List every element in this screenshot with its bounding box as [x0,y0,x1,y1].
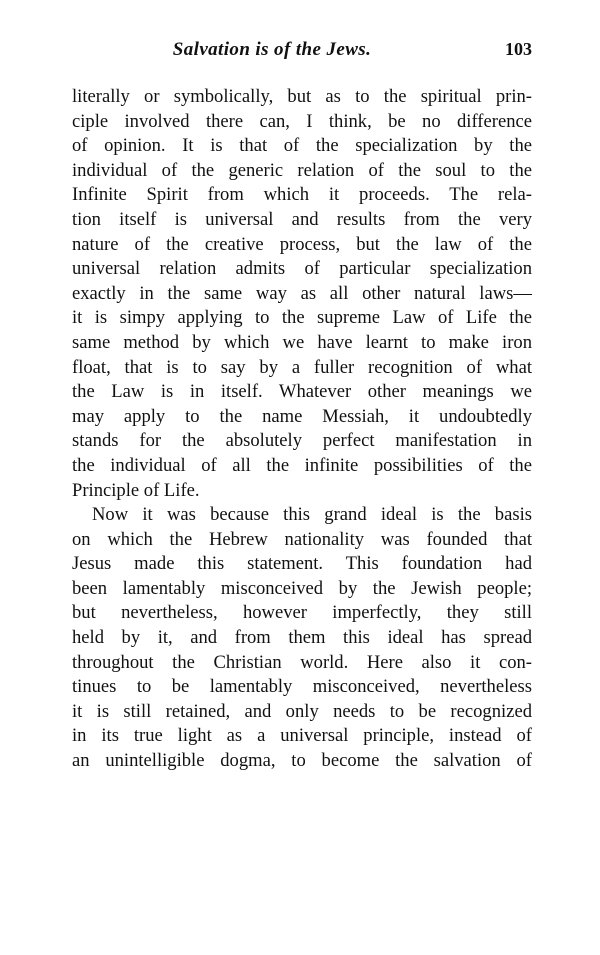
text-line: Jesus made this statement. This foundation had [72,553,532,575]
text-line: universal relation admits of particular specialization [72,258,532,280]
text-line: in its true light as a universal principle, instead of [72,725,532,747]
text-line: Infinite Spirit from which it proceeds. The rela- [72,184,532,206]
text-line: it is simpy applying to the supreme Law of Life the [72,307,532,329]
text-line: throughout the Christian world. Here also it con- [72,651,532,673]
text-line: the Law is in itself. Whatever other meanings we [72,381,532,403]
text-line: ciple involved there can, I think, be no difference [72,110,532,132]
text-line: may apply to the name Messiah, it undoubtedly [72,405,532,427]
text-line: same method by which we have learnt to make iron [72,331,532,353]
text-line: the individual of all the infinite possibilities of the [72,454,532,476]
text-line: held by it, and from them this ideal has spread [72,627,532,649]
text-line: of opinion. It is that of the specialization by the [72,135,532,157]
text-line: nature of the creative process, but the law of the [72,233,532,255]
text-line: it is still retained, and only needs to be recognized [72,700,532,722]
text-line: been lamentably misconceived by the Jewish people; [72,577,532,599]
text-line: Principle of Life. [72,479,200,501]
text-line: literally or symbolically, but as to the spiritual prin- [72,86,532,107]
body-text [72,85,532,774]
text-line: on which the Hebrew nationality was founded that [72,528,532,550]
text-line: individual of the generic relation of the soul to the [72,159,532,181]
text-line: an unintelligible dogma, to become the salvation of [72,750,532,772]
text-line: Now it was because this grand ideal is the basis [92,504,532,526]
text-line: stands for the absolutely perfect manifestation in [72,430,532,452]
text-line: but nevertheless, however imperfectly, they still [72,602,532,624]
page-number: 103 [505,39,532,59]
text-line: tinues to be lamentably misconceived, nevertheless [72,676,532,698]
running-head [72,37,532,67]
text-line: tion itself is universal and results from the very [72,208,532,230]
text-line: float, that is to say by a fuller recognition of what [72,356,532,378]
running-title: Salvation is of the Jews. [172,39,372,60]
text-line: exactly in the same way as all other natural laws— [72,282,532,304]
